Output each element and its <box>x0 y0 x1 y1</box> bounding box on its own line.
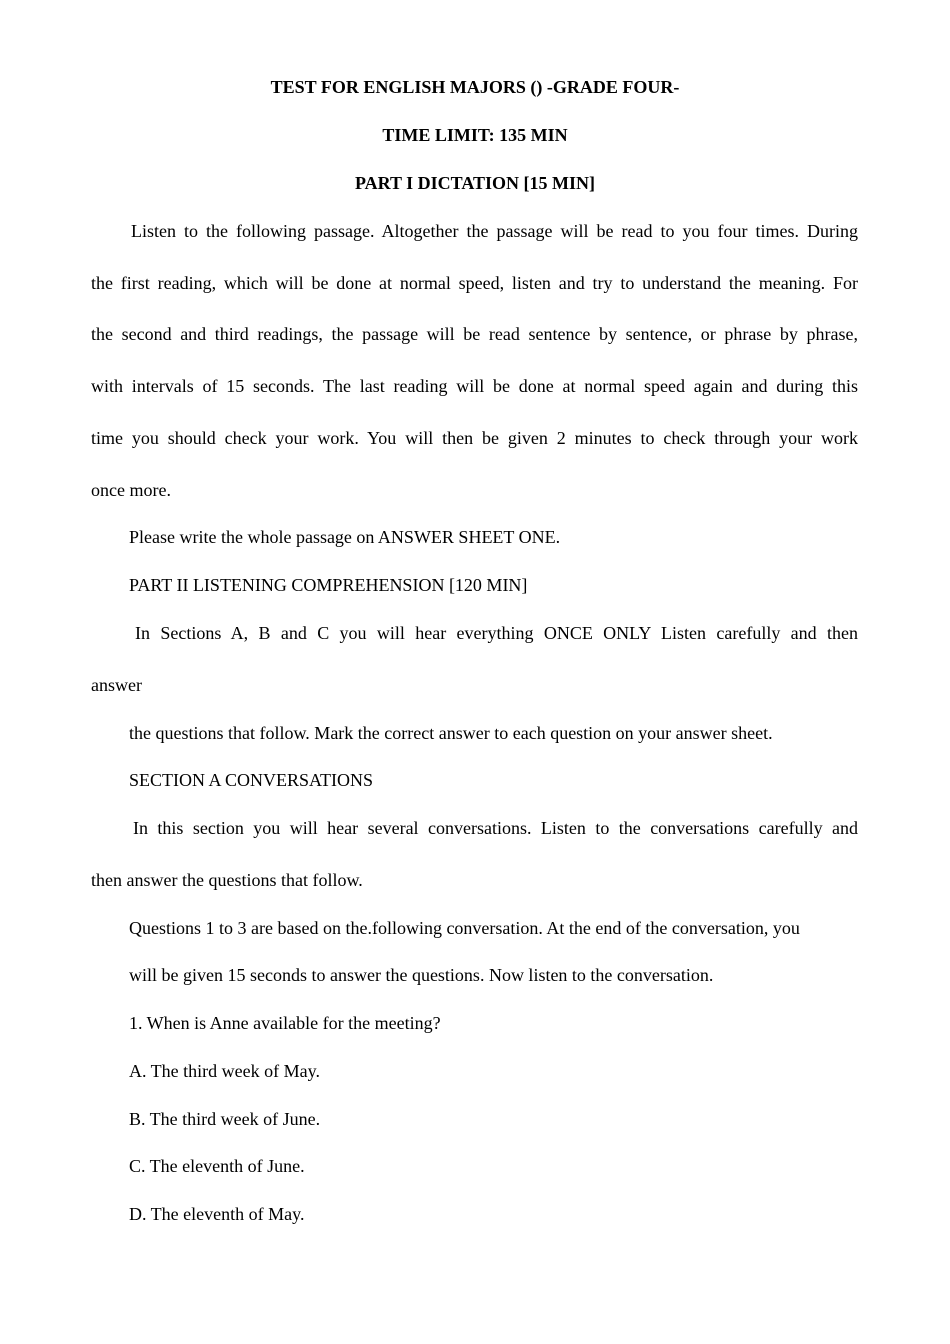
questions-intro-line-2: will be given 15 seconds to answer the questions. Now listen to the conversation. <box>129 965 714 985</box>
question-1-option-c: C. The eleventh of June. <box>129 1156 305 1176</box>
part2-heading: PART II LISTENING COMPREHENSION [120 MIN] <box>129 575 528 595</box>
dictation-line-2: the first reading, which will be done at normal speed, listen and try to understand the meaning. For <box>91 273 858 293</box>
section-a-heading: SECTION A CONVERSATIONS <box>129 770 374 790</box>
section-a-intro-line-1: In this section you will hear several conversations. Listen to the conversations carefully and <box>133 818 858 838</box>
test-title: TEST FOR ENGLISH MAJORS () -GRADE FOUR- <box>270 77 680 97</box>
dictation-line-3: the second and third readings, the passage will be read sentence by sentence, or phrase by phrase, <box>91 324 858 344</box>
question-1-option-d: D. The eleventh of May. <box>129 1204 305 1224</box>
part1-heading: PART I DICTATION [15 MIN] <box>354 173 596 193</box>
dictation-line-1: Listen to the following passage. Altogether the passage will be read to you four times. During <box>131 221 858 241</box>
part2-intro-line-1: In Sections A, B and C you will hear everything ONCE ONLY Listen carefully and then <box>135 623 858 643</box>
questions-intro-line-1: Questions 1 to 3 are based on the.following conversation. At the end of the conversation, you <box>129 918 800 938</box>
write-instruction: Please write the whole passage on ANSWER SHEET ONE. <box>129 527 561 547</box>
section-a-intro-line-2: then answer the questions that follow. <box>91 870 363 890</box>
dictation-line-6: once more. <box>91 480 171 500</box>
time-limit: TIME LIMIT: 135 MIN <box>382 125 568 145</box>
dictation-line-4: with intervals of 15 seconds. The last reading will be done at normal speed again and during this <box>91 376 858 396</box>
part2-intro-line-3: the questions that follow. Mark the correct answer to each question on your answer sheet. <box>129 723 773 743</box>
dictation-line-5: time you should check your work. You will then be given 2 minutes to check through your work <box>91 428 858 448</box>
part2-intro-line-2: answer <box>91 675 142 695</box>
question-1-option-a: A. The third week of May. <box>129 1061 320 1081</box>
question-1-option-b: B. The third week of June. <box>129 1109 321 1129</box>
question-1-stem: 1. When is Anne available for the meeting? <box>129 1013 441 1033</box>
